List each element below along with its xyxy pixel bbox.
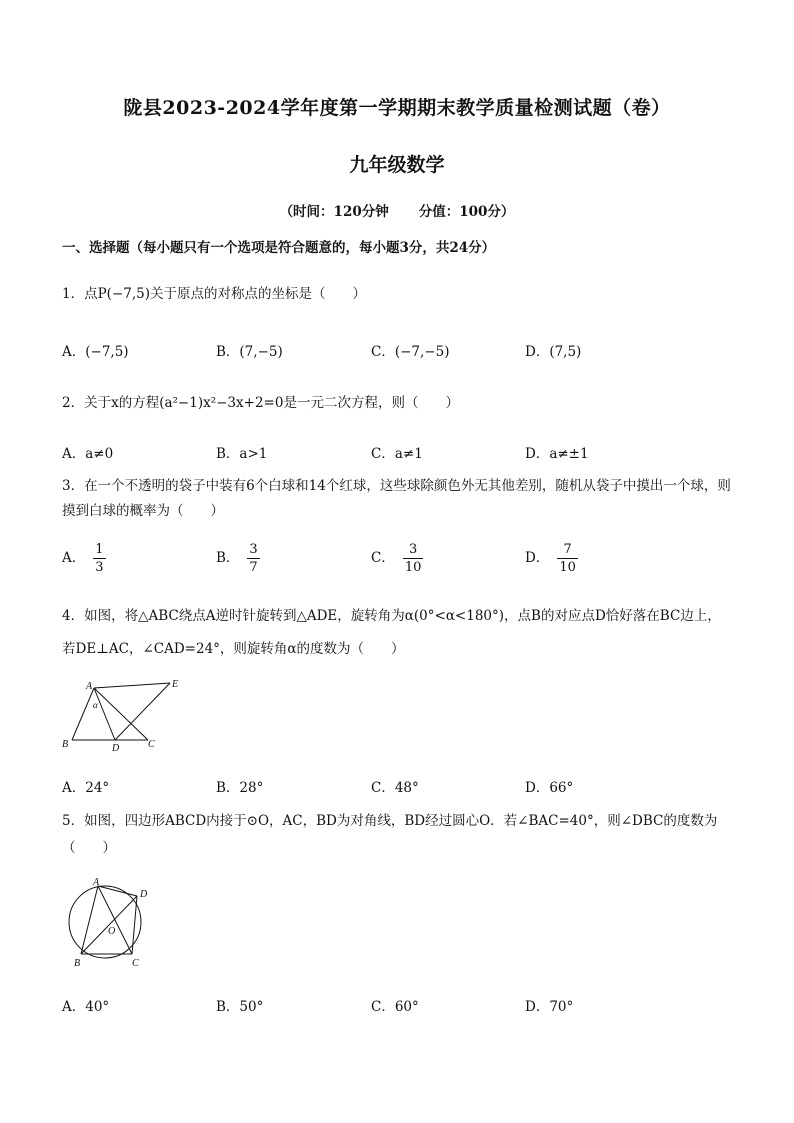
- q5-label-o: O: [108, 926, 116, 937]
- q1-option-c: C．(−7,−5): [371, 344, 450, 360]
- q4-figure-triangles: [60, 675, 190, 755]
- q4-label-e: E: [172, 679, 179, 690]
- q3-option-d-label: D．: [525, 550, 550, 566]
- q3-option-c-fraction: [403, 541, 424, 576]
- q4-option-b: B．28°: [216, 780, 264, 796]
- q3-option-b-fraction: [247, 541, 259, 576]
- q4-option-c: C．48°: [371, 780, 419, 796]
- q4-label-d: D: [112, 743, 120, 754]
- q3-option-b-label: B．: [216, 550, 240, 566]
- q5-option-d: D．70°: [525, 999, 574, 1015]
- q5-option-b: B．50°: [216, 999, 264, 1015]
- exam-time: （时间：120分钟: [279, 204, 389, 220]
- q3-a-numerator: 1: [95, 542, 104, 557]
- q3-b-denominator: 7: [249, 560, 258, 575]
- q3-d-denominator: 10: [559, 560, 576, 575]
- q4-label-c: C: [148, 739, 155, 750]
- exam-subtitle: 九年级数学: [349, 154, 445, 176]
- q1-option-b: B．(7,−5): [216, 344, 283, 360]
- question-4-text: 4．如图，将△ABC绕点A逆时针旋转到△ADE，旋转角为α(0°<α<180°)，点B的对应点D恰好落在BC边上，若DE⊥AC，∠CAD=24°，则旋转角α的度数为（ ）: [62, 608, 721, 657]
- q3-option-a: [62, 541, 106, 576]
- q5-label-d: D: [140, 889, 148, 900]
- q2-option-c: C．a≠1: [371, 446, 423, 462]
- section-heading: 一、选择题（每小题只有一个选项是符合题意的，每小题3分，共24分）: [62, 240, 496, 256]
- exam-title: 陇县2023-2024学年度第一学期期末教学质量检测试题（卷）: [123, 97, 671, 119]
- q3-c-numerator: 3: [403, 541, 424, 559]
- q3-option-c: [371, 541, 423, 576]
- q3-option-d: [525, 541, 578, 576]
- question-5-text: 5．如图，四边形ABCD内接于⊙O，AC，BD为对角线，BD经过圆心O．若∠BAC=40°，则∠DBC的度数为（ ）: [62, 813, 718, 856]
- q3-a-denominator: 3: [95, 560, 104, 575]
- q3-option-a-fraction: [93, 541, 105, 576]
- q3-option-b: [216, 541, 260, 576]
- q4-label-alpha: α: [93, 700, 98, 710]
- question-1-text: 1．点P(−7,5)关于原点的对称点的坐标是（ ）: [62, 286, 366, 302]
- q4-option-a: A．24°: [62, 780, 110, 796]
- q4-label-a: A: [86, 681, 93, 692]
- exam-score: 分值：100分）: [418, 204, 515, 220]
- q5-option-a: A．40°: [62, 999, 110, 1015]
- question-3-text: 3．在一个不透明的袋子中装有6个白球和14个红球，这些球除颜色外无其他差别，随机从袋子中摸出一个球，则摸到白球的概率为（ ）: [62, 478, 731, 519]
- q3-b-numerator: 3: [249, 542, 258, 557]
- q2-option-b: B．a>1: [216, 446, 268, 462]
- q3-option-d-fraction: [557, 541, 578, 576]
- q5-figure-circle: [60, 872, 160, 972]
- q1-option-a: A．(−7,5): [62, 344, 129, 360]
- question-2-text: 2．关于x的方程(a²−1)x²−3x+2=0是一元二次方程，则（ ）: [62, 395, 459, 411]
- q5-option-c: C．60°: [371, 999, 419, 1015]
- q2-option-a: A．a≠0: [62, 446, 114, 462]
- exam-meta: [0, 200, 794, 220]
- q4-option-d: D．66°: [525, 780, 574, 796]
- q3-d-numerator: 7: [557, 541, 578, 559]
- q3-option-a-label: A．: [62, 550, 86, 566]
- q5-label-b: B: [74, 958, 81, 969]
- q4-label-b: B: [62, 739, 69, 750]
- q5-label-a: A: [93, 877, 100, 888]
- q3-option-c-label: C．: [371, 550, 395, 566]
- q5-label-c: C: [132, 958, 139, 969]
- q1-option-d: D．(7,5): [525, 344, 582, 360]
- q2-option-d: D．a≠±1: [525, 446, 589, 462]
- q3-c-denominator: 10: [404, 560, 422, 575]
